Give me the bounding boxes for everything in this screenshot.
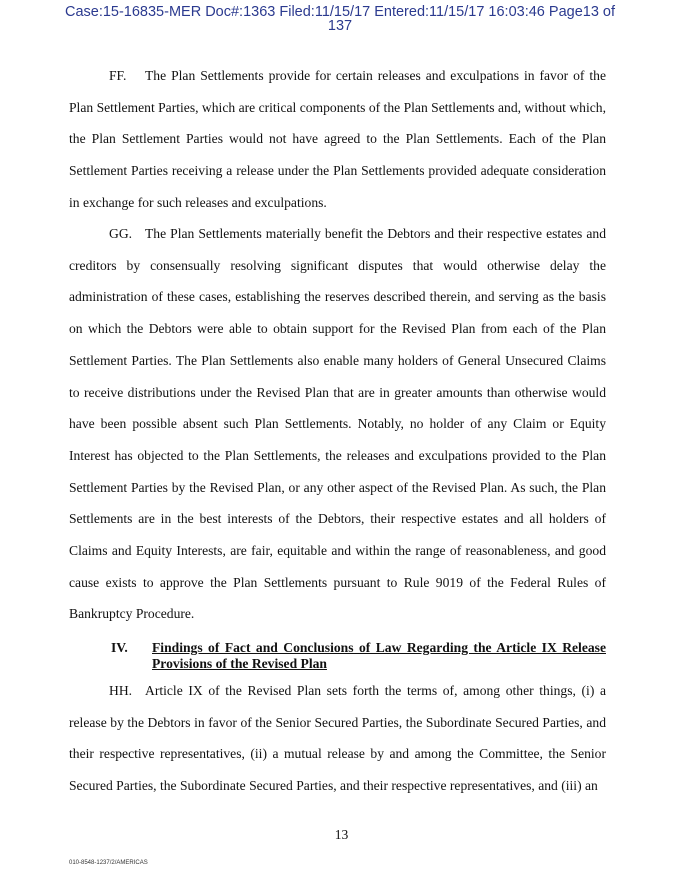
- section-title: Findings of Fact and Conclusions of Law Regarding the Article IX Release Provisions of the Revised Plan: [152, 640, 606, 671]
- paragraph-gg: [69, 218, 606, 630]
- case-header-line1: Case:15-16835-MER Doc#:1363 Filed:11/15/17 Entered:11/15/17 16:03:46 Page13 of: [64, 4, 616, 20]
- paragraph-label: GG.: [109, 226, 133, 241]
- paragraph-text: The Plan Settlements materially benefit the Debtors and their respective estates and creditors by consensually resolving significant disputes that would otherwise delay the administration of these cases, establishing the reserves described therein, and serving as the basis on which the Debtors were able to obtain support for the Revised Plan from each of the Plan Settlement Parties. The Plan Settlements also enable many holders of General Unsecured Claims to receive distributions under the Revised Plan that are in greater amounts than otherwise would have been possible absent such Plan Settlements. Notably, no holder of any Claim or Equity Interest has objected to the Plan Settlements, the releases and exculpations provided to the Plan Settlement Parties by the Revised Plan, or any other aspect of the Revised Plan. As such, the Plan Settlements are in the best interests of the Debtors, their respective estates and all holders of Claims and Equity Interests, are fair, equitable and within the range of reasonableness, and good cause exists to approve the Plan Settlements pursuant to Rule 9019 of the Federal Rules of Bankruptcy Procedure.: [69, 226, 606, 622]
- case-header: [40, 5, 640, 33]
- section-number: IV.: [111, 640, 128, 655]
- case-header-line2: 137: [327, 18, 353, 34]
- paragraph-hh: [69, 675, 606, 802]
- paragraph-text: Article IX of the Revised Plan sets forth the terms of, among other things, (i) a release by the Debtors in favor of the Senior Secured Parties, the Subordinate Secured Parties, and their respective representatives, (ii) a mutual release by and among the Committee, the Senior Secured Parties, the Subordinate Secured Parties, and their respective representatives, and (iii) an: [69, 683, 606, 794]
- page-number: 13: [334, 827, 349, 842]
- paragraph-label: FF.: [109, 68, 127, 83]
- footer-code: 010-8548-1237/2/AMERICAS: [69, 860, 148, 866]
- paragraph-text: The Plan Settlements provide for certain releases and exculpations in favor of the Plan Settlement Parties, which are critical components of the Plan Settlements and, without which, the Plan Settlement Parties would not have agreed to the Plan Settlements. Each of the Plan Settlement Parties receiving a release under the Plan Settlements provided adequate consideration in exchange for such releases and exculpations.: [69, 68, 606, 210]
- paragraph-ff: [69, 60, 606, 219]
- paragraph-label: HH.: [109, 683, 133, 698]
